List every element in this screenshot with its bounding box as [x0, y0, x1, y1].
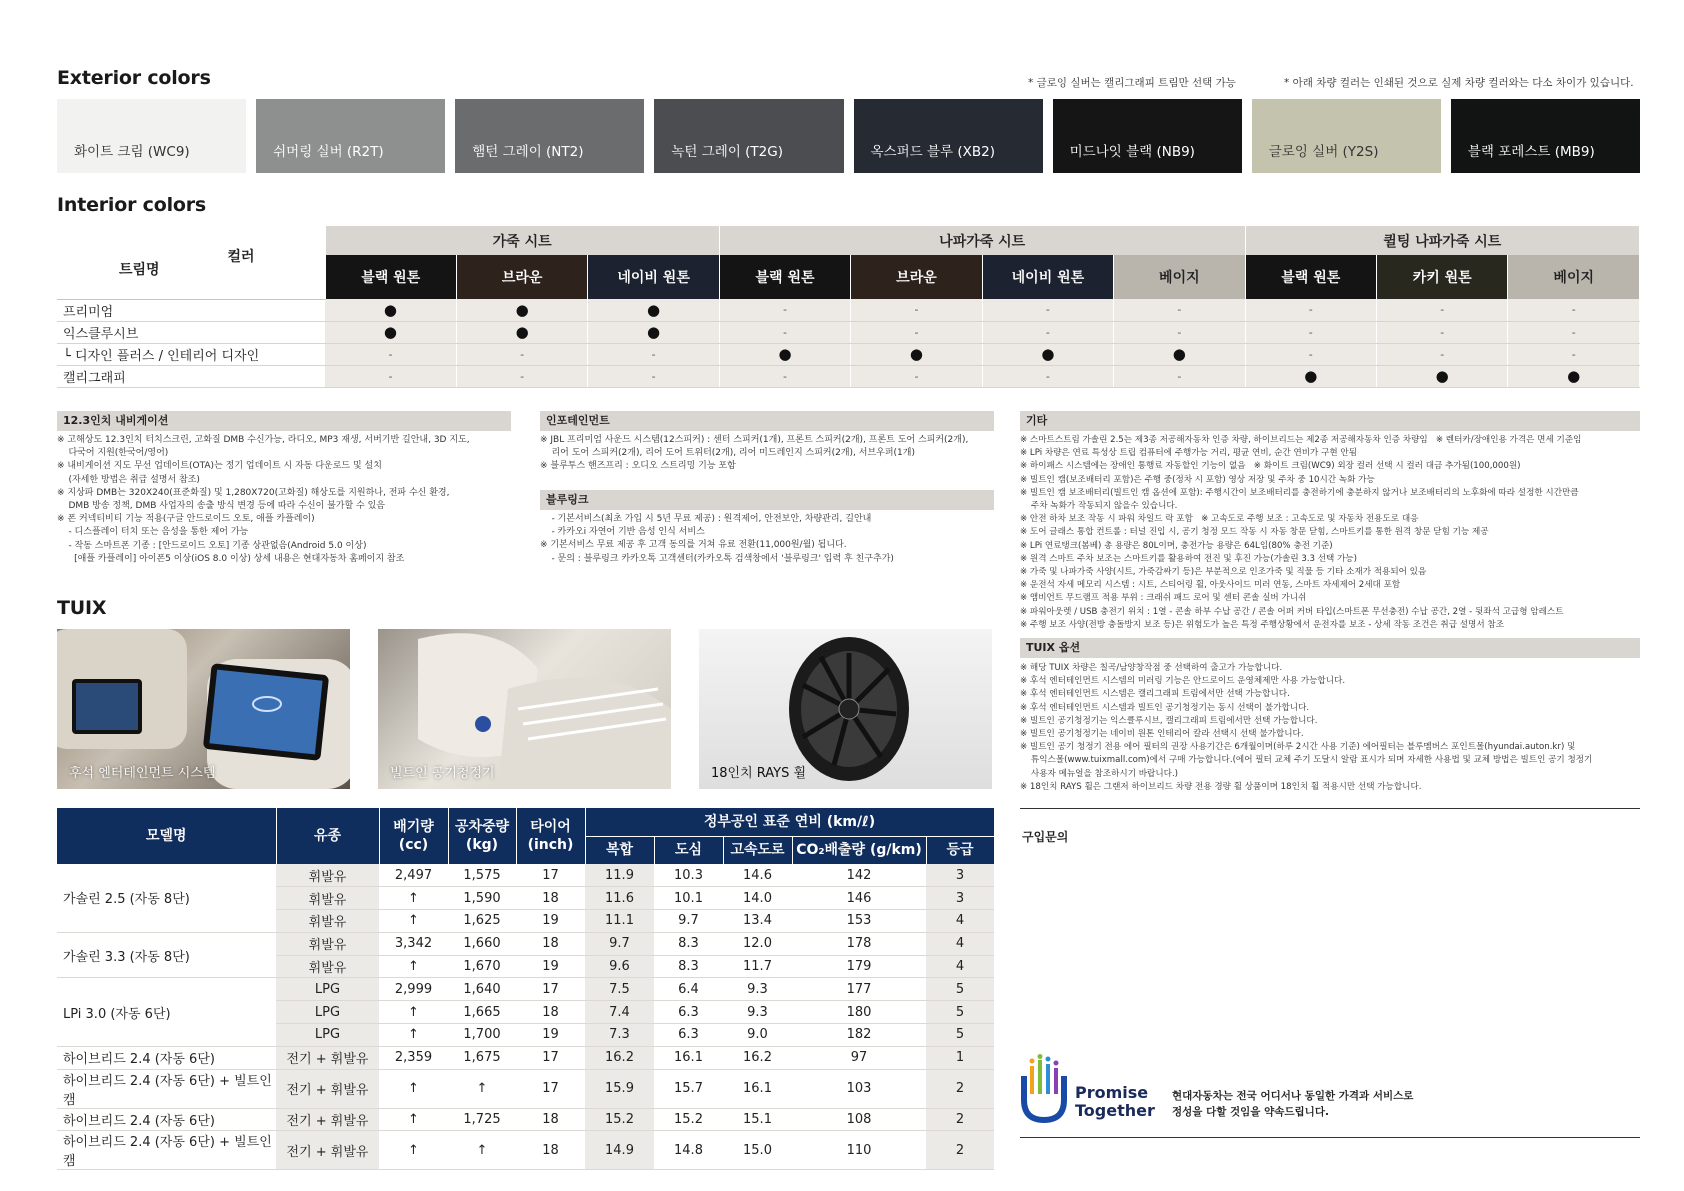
spec-cell: 13.4: [723, 910, 792, 933]
bluelink-box-title: 블루링크: [540, 490, 994, 510]
table-row: [57, 299, 1640, 321]
sub-color-header: 네이비 원톤: [982, 255, 1113, 299]
spec-cell: 1,700: [448, 1024, 516, 1047]
spec-cell: ↑: [379, 1001, 448, 1024]
color-swatch: [455, 99, 644, 173]
sub-color-header: 블랙 원톤: [1245, 255, 1376, 299]
spec-cell: 6.3: [654, 1001, 723, 1024]
spec-cell: 15.7: [654, 1069, 723, 1108]
col-tire: 타이어 (inch): [516, 808, 585, 864]
availability-cell: ●: [325, 299, 456, 321]
col-city: 도심: [654, 836, 723, 864]
exterior-title: Exterior colors: [57, 67, 211, 89]
spec-cell: 7.5: [585, 978, 654, 1001]
availability-cell: -: [1377, 299, 1508, 321]
availability-cell: -: [1377, 343, 1508, 365]
spec-cell: 6.4: [654, 978, 723, 1001]
spec-cell: 15.1: [723, 1108, 792, 1131]
corner-color-label: 컬러: [227, 249, 255, 265]
spec-cell: 14.8: [654, 1131, 723, 1170]
model-name: LPi 3.0 (자동 6단): [57, 978, 276, 1046]
sub-color-header: 네이비 원톤: [588, 255, 719, 299]
spec-cell: 9.0: [723, 1024, 792, 1047]
color-swatch: [1451, 99, 1640, 173]
spec-cell: 1,590: [448, 887, 516, 910]
spec-cell: 16.1: [723, 1069, 792, 1108]
spec-cell: 1,665: [448, 1001, 516, 1024]
spec-cell: 18: [516, 1108, 585, 1131]
spec-cell: 177: [792, 978, 926, 1001]
col-fuel: 유종: [276, 808, 379, 864]
availability-cell: ●: [1508, 365, 1640, 387]
swatch-label: 글로잉 실버 (Y2S): [1268, 144, 1379, 160]
table-row: [57, 1069, 994, 1108]
col-weight: 공차중량 (kg): [448, 808, 516, 864]
availability-cell: -: [851, 299, 982, 321]
spec-cell: 1,640: [448, 978, 516, 1001]
spec-cell: 2,359: [379, 1046, 448, 1069]
spec-cell: 4: [926, 910, 994, 933]
spec-cell: 14.6: [723, 864, 792, 887]
spec-cell: 16.1: [654, 1046, 723, 1069]
spec-cell: 15.9: [585, 1069, 654, 1108]
availability-cell: ●: [325, 321, 456, 343]
model-name: 하이브리드 2.4 (자동 6단): [57, 1046, 276, 1069]
spec-cell: 2,999: [379, 978, 448, 1001]
spec-cell: ↑: [379, 1069, 448, 1108]
spec-cell: 전기 + 휘발유: [276, 1131, 379, 1170]
spec-cell: 97: [792, 1046, 926, 1069]
exterior-note-2: * 아래 차량 컬러는 인쇄된 것으로 실제 차량 컬러와는 다소 차이가 있습니다.: [1284, 77, 1634, 89]
sub-color-header: 카키 원톤: [1377, 255, 1508, 299]
spec-cell: ↑: [379, 1108, 448, 1131]
spec-cell: 108: [792, 1108, 926, 1131]
swatch-label: 블랙 포레스트 (MB9): [1467, 144, 1595, 160]
spec-cell: 2: [926, 1108, 994, 1131]
interior-title: Interior colors: [57, 194, 207, 216]
availability-cell: -: [982, 365, 1113, 387]
spec-cell: 1,725: [448, 1108, 516, 1131]
info-box-text: ※ JBL 프리미엄 사운드 시스템(12스피커) : 센터 스피커(1개), 프론트 스피커(2개), 프론트 도어 스피커(2개), 리어 도어 스피커(2개), 리어 도어 트위터(2개), 리어 미드레인지 스피커(2개), 서브우퍼(1개) ※ 블루투스 핸즈프리 : 오디오 스트리밍 기능 포함: [540, 435, 969, 472]
availability-cell: ●: [456, 321, 587, 343]
availability-cell: -: [982, 299, 1113, 321]
spec-cell: 1,575: [448, 864, 516, 887]
sub-color-header: 브라운: [851, 255, 982, 299]
spec-cell: 전기 + 휘발유: [276, 1046, 379, 1069]
availability-cell: -: [851, 365, 982, 387]
spec-table: [57, 808, 995, 1170]
spec-cell: 5: [926, 1024, 994, 1047]
spec-cell: ↑: [379, 910, 448, 933]
availability-cell: -: [851, 321, 982, 343]
spec-cell: 1,670: [448, 955, 516, 978]
air-purifier-photo: [378, 629, 671, 789]
availability-cell: ●: [1245, 365, 1376, 387]
together-word: Together: [1075, 1101, 1155, 1120]
sub-color-header: 베이지: [1508, 255, 1640, 299]
spec-cell: 3: [926, 887, 994, 910]
nav-box-text: ※ 고해상도 12.3인치 터치스크린, 고화질 DMB 수신가능, 라디오, MP3 재생, 서버기반 길안내, 3D 지도, 다국어 지원(한국어/영어) ※ 내비게이션 지도 무선 업데이트(OTA)는 정기 업데이트 시 자동 다운로드 및 설치 (자세한 방법은 취급 설명서 참조) ※ 지상파 DMB는 320X240(표준화질) 및 1,280X720(고화질) 해상도를 지원하나, 전파 수신 환경, DMB 방송 정책, DMB 사업자의 송출 방식 변경 등에 따라 수신이 불가할 수 있음 ※ 폰 커넥티비티 기능 적용(구글 안드로이드 오토, 애플 카플레이) - 디스플레이 터치 또는 음성을 통한 제어 가능 - 작동 스마트폰 기종 : [안드로이드 오토] 기종 상관없음(Android 5.0 이상) [애플 카플레이] 아이폰5 이상(iOS 8.0 이상) 상세 내용은 현대자동차 홈페이지 참조: [57, 435, 470, 564]
availability-cell: -: [719, 365, 850, 387]
spec-cell: 17: [516, 1046, 585, 1069]
spec-cell: 18: [516, 932, 585, 955]
spec-cell: 8.3: [654, 955, 723, 978]
availability-cell: ●: [1114, 343, 1245, 365]
availability-cell: -: [719, 299, 850, 321]
availability-cell: -: [325, 365, 456, 387]
availability-cell: ●: [1377, 365, 1508, 387]
spec-cell: 18: [516, 1001, 585, 1024]
availability-cell: -: [456, 343, 587, 365]
trim-name: 캘리그래피: [57, 365, 325, 387]
availability-cell: ●: [851, 343, 982, 365]
table-row: [57, 864, 994, 887]
corner-trim-label: 트림명: [119, 261, 160, 278]
col-co2: CO₂배출량 (g/km): [792, 836, 926, 864]
spec-cell: 5: [926, 1001, 994, 1024]
table-row: [57, 321, 1640, 343]
spec-cell: 10.3: [654, 864, 723, 887]
spec-cell: ↑: [379, 1131, 448, 1170]
spec-cell: 2: [926, 1131, 994, 1170]
info-box-title: 인포테인먼트: [540, 411, 994, 431]
spec-cell: 10.1: [654, 887, 723, 910]
spec-cell: 18: [516, 887, 585, 910]
availability-cell: ●: [456, 299, 587, 321]
col-combined: 복합: [585, 836, 654, 864]
table-row: [57, 365, 1640, 387]
table-row: [57, 1131, 994, 1170]
spec-cell: 19: [516, 910, 585, 933]
availability-cell: -: [325, 343, 456, 365]
trim-name: └ 디자인 플러스 / 인테리어 디자인: [57, 343, 325, 365]
availability-cell: -: [1508, 343, 1640, 365]
table-corner: [57, 226, 325, 299]
spec-cell: 8.3: [654, 932, 723, 955]
purchase-title: 구입문의: [1022, 830, 1069, 844]
group-header: 나파가죽 시트: [719, 226, 1245, 255]
spec-cell: 17: [516, 978, 585, 1001]
availability-cell: ●: [588, 299, 719, 321]
col-grade: 등급: [926, 836, 994, 864]
model-name: 하이브리드 2.4 (자동 6단) + 빌트인 캠: [57, 1069, 276, 1108]
availability-cell: -: [1377, 321, 1508, 343]
swatch-label: 미드나잇 블랙 (NB9): [1069, 144, 1195, 160]
swatch-label: 녹턴 그레이 (T2G): [671, 144, 783, 160]
spec-cell: 5: [926, 978, 994, 1001]
availability-cell: -: [1114, 299, 1245, 321]
spec-cell: LPG: [276, 1024, 379, 1047]
spec-cell: 6.3: [654, 1024, 723, 1047]
spec-cell: 9.3: [723, 1001, 792, 1024]
spec-cell: 11.9: [585, 864, 654, 887]
bluelink-box-text: - 기본서비스(최초 가입 시 5년 무료 제공) : 원격제어, 안전보안, 차량관리, 길안내 - 카카오i 자연어 기반 음성 인식 서비스 ※ 기본서비스 무료 제공 후 고객 동의를 거쳐 유료 전환(11,000원/월) 됩니다. - 문의 : 블루링크 카카오톡 고객센터(카카오톡 검색창에서 '블루링크' 입력 후 친구추가): [540, 514, 894, 564]
spec-cell: ↑: [448, 1131, 516, 1170]
spec-cell: 153: [792, 910, 926, 933]
col-displacement: 배기량 (cc): [379, 808, 448, 864]
availability-cell: ●: [982, 343, 1113, 365]
table-row: [57, 343, 1640, 365]
spec-cell: 180: [792, 1001, 926, 1024]
spec-cell: 휘발유: [276, 864, 379, 887]
availability-cell: -: [1245, 343, 1376, 365]
spec-cell: 11.7: [723, 955, 792, 978]
spec-cell: 17: [516, 1069, 585, 1108]
promise-word: Promise: [1075, 1083, 1149, 1102]
tuix-option-text: ※ 해당 TUIX 차량은 칠곡/남양창작점 중 선택하여 출고가 가능합니다. ※ 후석 엔터테인먼트 시스템의 미러링 기능은 안드로이드 운영체제만 사용 가능합니다. ※ 후석 엔터테인먼트 시스템은 캘리그래피 트림에서만 선택 가능합니다. ※ 후석 엔터테인먼트 시스템과 빌트인 공기청정기는 동시 선택이 불가합니다. ※ 빌트인 공기청정기는 익스클루시브, 캘리그래피 트림에서만 선택 가능합니다. ※ 빌트인 공기청정기는 네이비 원톤 인테리어 칼라 선택시 선택 불가합니다. ※ 빌트인 공기 청정기 전용 에어 필터의 권장 사용기간은 6개월이며(하루 2시간 사용 기준) 에어필터는 블루멤버스 포인트몰(hyundai.auton.kr) 및 튜익스몰(www.tuixmall.com)에서 구매 가능합니다.(에어 필터 교체 주기 도달시 알람 표시가 되며 자세한 사용법 및 교체 방법은 빌트인 공기 청정기 사용자 메뉴얼을 참조하시기 바랍니다.) ※ 18인치 RAYS 휠은 그랜저 하이브리드 차량 전용 경량 휠 상품이며 18인치 휠 적용시만 선택 가능합니다.: [1020, 663, 1593, 792]
availability-cell: -: [588, 343, 719, 365]
spec-cell: 146: [792, 887, 926, 910]
purchase-divider-bottom: [1020, 1137, 1640, 1138]
spec-cell: 1: [926, 1046, 994, 1069]
spec-cell: 142: [792, 864, 926, 887]
table-row: [57, 978, 994, 1001]
spec-cell: LPG: [276, 1001, 379, 1024]
spec-cell: ↑: [379, 1024, 448, 1047]
spec-cell: 12.0: [723, 932, 792, 955]
spec-cell: 18: [516, 1131, 585, 1170]
spec-cell: 휘발유: [276, 932, 379, 955]
rear-entertainment-photo: [57, 629, 350, 789]
col-highway: 고속도로: [723, 836, 792, 864]
spec-cell: 178: [792, 932, 926, 955]
tuix-title: TUIX: [57, 597, 107, 619]
availability-cell: -: [982, 321, 1113, 343]
photo-caption: 후석 엔터테인먼트 시스템: [69, 766, 216, 781]
spec-cell: 16.2: [585, 1046, 654, 1069]
availability-cell: ●: [719, 343, 850, 365]
swatch-label: 옥스퍼드 블루 (XB2): [870, 144, 995, 160]
spec-cell: 110: [792, 1131, 926, 1170]
spec-cell: 7.4: [585, 1001, 654, 1024]
spec-cell: LPG: [276, 978, 379, 1001]
etc-box-text: ※ 스마트스트림 가솔린 2.5는 제3종 저공해자동차 인증 차량, 하이브리드는 제2종 저공해자동차 인증 차량임 ※ 렌터카/장애인용 가격은 면세 기준임 ※ LPi 차량은 연료 특성상 트립 컴퓨터에 주행가능 거리, 평균 연비, 순간 연비가 구현 안됨 ※ 하이패스 시스템에는 장애인 통행료 자동할인 기능이 없음 ※ 화이트 크림(WC9) 외장 컬러 선택 시 컬러 대금 추가됨(100,000원) ※ 빌트인 캠(보조배터리 포함)은 주행 중(정차 시 포함) 영상 저장 및 주차 중 10시간 녹화 가능 ※ 빌트인 캠 보조배터리(빌트인 캠 옵션에 포함): 주행시간이 보조배터리를 충전하기에 충분하지 않거나 보조배터리의 노후화에 따라 설정한 시간만큼 주차 녹화가 작동되지 않을수 있습니다. ※ 안전 하차 보조 작동 시 파워 차일드 락 포함 ※ 고속도로 주행 보조 : 고속도로 및 자동차 전용도로 대응 ※ 도어 글래스 통합 컨트롤 : 터널 진입 시, 공기 청정 모드 작동 시 자동 창문 닫힘, 스마트키를 통한 원격 창문 닫힘 기능 제공 ※ LPi 연료탱크(봄베) 총 용량은 80L이며, 충전가능 용량은 64L임(80% 충전 기준) ※ 원격 스마트 주차 보조는 스마트키를 활용하여 전진 및 후진 가능(가솔린 3.3 선택 가능) ※ 가죽 및 나파가죽 사양(시트, 가죽감싸기 등)은 부분적으로 인조가죽 및 직물 등 기타 소재가 적용되어 있음 ※ 운전석 자세 메모리 시스템 : 시트, 스티어링 휠, 아웃사이드 미러 연동, 스마트 자세제어 2세대 포함 ※ 앰비언트 무드램프 적용 부위 : 크래쉬 패드 로어 및 센터 콘솔 실버 가니쉬 ※ 파워아웃렛 / USB 충전기 위치 : 1열 - 콘솔 하부 수납 공간 / 콘솔 어퍼 커버 타입(스마트폰 무선충전) 수납 공간, 2열 - 뒷좌석 고급형 암레스트 ※ 주행 보조 사양(전방 충돌방지 보조 등)은 위험도가 높은 특정 주행상황에서 운전자를 보조 - 상세 작동 조건은 취급 설명서 참조: [1020, 435, 1582, 630]
rays-wheel-photo: [699, 629, 992, 789]
group-header: 가죽 시트: [325, 226, 719, 255]
promise-message-1: 현대자동차는 전국 어디서나 동일한 가격과 서비스로: [1172, 1090, 1414, 1102]
exterior-note-1: * 글로잉 실버는 캘리그래피 트림만 선택 가능: [1028, 77, 1236, 89]
model-name: 가솔린 2.5 (자동 8단): [57, 864, 276, 932]
table-row: [57, 1046, 994, 1069]
spec-cell: 15.2: [654, 1108, 723, 1131]
trim-name: 프리미엄: [57, 299, 325, 321]
sub-color-header: 브라운: [456, 255, 587, 299]
promise-message-2: 정성을 다할 것임을 약속드립니다.: [1172, 1106, 1329, 1118]
spec-cell: ↑: [448, 1069, 516, 1108]
trim-name: 익스클루시브: [57, 321, 325, 343]
color-swatch: [1053, 99, 1242, 173]
nav-box-title: 12.3인치 내비게이션: [57, 411, 511, 431]
spec-cell: 15.2: [585, 1108, 654, 1131]
spec-cell: 9.6: [585, 955, 654, 978]
tuix-option-title: TUIX 옵션: [1020, 638, 1640, 658]
swatch-label: 쉬머링 실버 (R2T): [273, 144, 384, 160]
spec-cell: 19: [516, 1024, 585, 1047]
group-header: 퀼팅 나파가죽 시트: [1245, 226, 1639, 255]
spec-cell: 전기 + 휘발유: [276, 1069, 379, 1108]
sub-color-header: 베이지: [1114, 255, 1245, 299]
availability-cell: -: [1245, 299, 1376, 321]
spec-cell: 7.3: [585, 1024, 654, 1047]
purchase-divider-top: [1020, 808, 1640, 809]
spec-cell: 4: [926, 932, 994, 955]
availability-cell: -: [1508, 321, 1640, 343]
spec-cell: 3: [926, 864, 994, 887]
spec-cell: 4: [926, 955, 994, 978]
availability-cell: -: [1245, 321, 1376, 343]
spec-cell: 17: [516, 864, 585, 887]
etc-box-title: 기타: [1020, 411, 1640, 431]
spec-cell: 19: [516, 955, 585, 978]
spec-cell: 103: [792, 1069, 926, 1108]
color-swatch: [854, 99, 1043, 173]
color-swatch: [256, 99, 445, 173]
availability-cell: -: [1114, 321, 1245, 343]
spec-cell: ↑: [379, 955, 448, 978]
model-name: 가솔린 3.3 (자동 8단): [57, 932, 276, 978]
availability-cell: ●: [588, 321, 719, 343]
spec-cell: 전기 + 휘발유: [276, 1108, 379, 1131]
spec-cell: 3,342: [379, 932, 448, 955]
availability-cell: -: [1508, 299, 1640, 321]
sub-color-header: 블랙 원톤: [719, 255, 850, 299]
availability-cell: -: [719, 321, 850, 343]
spec-cell: 182: [792, 1024, 926, 1047]
model-name: 하이브리드 2.4 (자동 6단): [57, 1108, 276, 1131]
spec-cell: 휘발유: [276, 955, 379, 978]
photo-caption: 18인치 RAYS 휠: [711, 766, 807, 781]
color-swatch: [57, 99, 246, 173]
spec-cell: 9.7: [585, 932, 654, 955]
sub-color-header: 블랙 원톤: [325, 255, 456, 299]
exterior-swatches: [57, 99, 1640, 173]
spec-cell: 14.0: [723, 887, 792, 910]
spec-cell: 11.6: [585, 887, 654, 910]
spec-cell: 2: [926, 1069, 994, 1108]
spec-cell: 2,497: [379, 864, 448, 887]
model-name: 하이브리드 2.4 (자동 6단) + 빌트인 캠: [57, 1131, 276, 1170]
spec-cell: 14.9: [585, 1131, 654, 1170]
color-swatch: [1252, 99, 1441, 173]
spec-cell: ↑: [379, 887, 448, 910]
spec-cell: 9.7: [654, 910, 723, 933]
spec-cell: 11.1: [585, 910, 654, 933]
availability-cell: -: [456, 365, 587, 387]
spec-cell: 1,660: [448, 932, 516, 955]
spec-cell: 15.0: [723, 1131, 792, 1170]
spec-cell: 9.3: [723, 978, 792, 1001]
photo-caption: 빌트인 공기청정기: [390, 766, 495, 781]
spec-cell: 1,625: [448, 910, 516, 933]
interior-color-table: [57, 226, 1640, 388]
spec-cell: 1,675: [448, 1046, 516, 1069]
table-row: [57, 932, 994, 955]
availability-cell: -: [588, 365, 719, 387]
col-efficiency: 정부공인 표준 연비 (km/ℓ): [585, 808, 994, 836]
spec-cell: 휘발유: [276, 910, 379, 933]
color-swatch: [654, 99, 843, 173]
swatch-label: 화이트 크림 (WC9): [74, 144, 190, 160]
table-row: [57, 1108, 994, 1131]
swatch-label: 햄턴 그레이 (NT2): [472, 144, 584, 160]
col-model: 모델명: [57, 808, 276, 864]
spec-cell: 179: [792, 955, 926, 978]
spec-cell: 16.2: [723, 1046, 792, 1069]
spec-cell: 휘발유: [276, 887, 379, 910]
availability-cell: -: [1114, 365, 1245, 387]
